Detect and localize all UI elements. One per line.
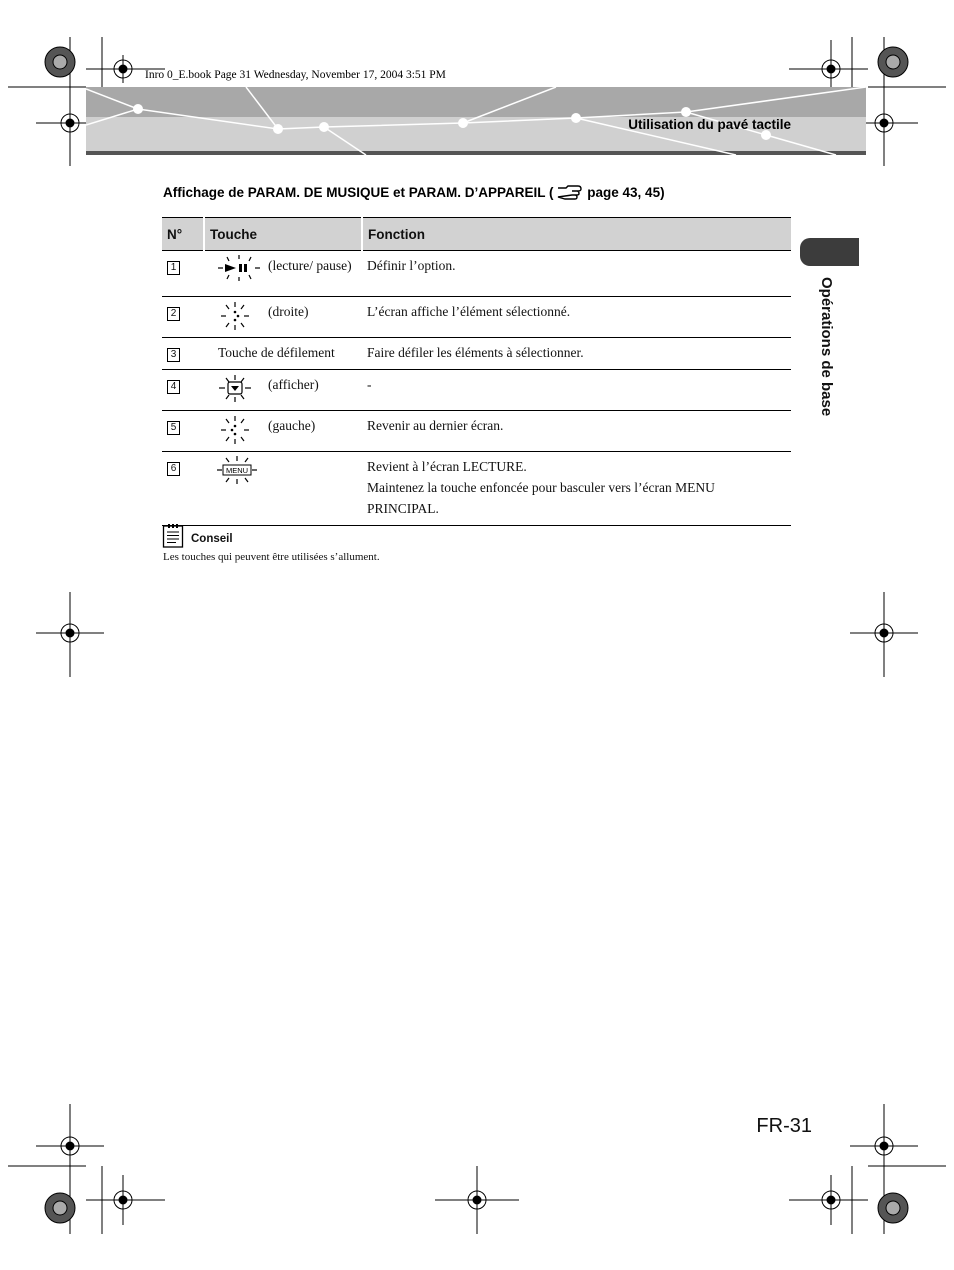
tip-text: Les touches qui peuvent être utilisées s’allument. xyxy=(163,551,380,563)
function-text: Faire défiler les éléments à sélectionner. xyxy=(367,345,584,360)
function-text: L’écran affiche l’élément sélectionné. xyxy=(367,304,571,319)
table-row xyxy=(162,452,791,526)
play-pause-icon xyxy=(217,255,265,285)
pointing-hand-icon xyxy=(556,184,582,203)
column-header-num: N° xyxy=(162,218,204,251)
table-row xyxy=(162,297,791,338)
table-row xyxy=(162,370,791,411)
column-header-key: Touche xyxy=(204,218,362,251)
function-text: Maintenez la touche enfoncée pour basculer vers l’écran MENU PRINCIPAL. xyxy=(367,480,715,516)
key-label: (droite) xyxy=(268,304,309,319)
table-row xyxy=(162,338,791,370)
function-text: Revenir au dernier écran. xyxy=(367,418,504,433)
book-info-line: Inro 0_E.book Page 31 Wednesday, November 17, 2004 3:51 PM xyxy=(145,69,446,81)
section-heading-text: Affichage de PARAM. DE MUSIQUE et PARAM. D’APPAREIL ( xyxy=(163,185,554,200)
key-label: (afficher) xyxy=(268,377,319,392)
key-label: (gauche) xyxy=(268,418,316,433)
row-number: 5 xyxy=(167,421,180,435)
function-text: Revient à l’écran LECTURE. xyxy=(367,459,527,474)
row-number: 2 xyxy=(167,307,180,321)
row-number: 3 xyxy=(167,348,180,362)
function-text: - xyxy=(367,377,372,392)
row-number: 6 xyxy=(167,462,180,476)
key-function-table xyxy=(162,217,791,526)
table-row xyxy=(162,251,791,297)
row-number: 1 xyxy=(167,261,180,275)
side-tab-marker xyxy=(800,238,859,266)
menu-icon xyxy=(217,456,265,486)
table-header-row xyxy=(162,218,791,251)
notepad-icon xyxy=(162,523,186,549)
table-row xyxy=(162,411,791,452)
section-heading-page-ref: page 43, 45) xyxy=(583,185,665,200)
svg-text:MENU: MENU xyxy=(225,466,249,475)
display-down-icon xyxy=(217,374,265,404)
row-number: 4 xyxy=(167,380,180,394)
left-dot-icon xyxy=(217,415,265,445)
tip-label: Conseil xyxy=(191,533,233,545)
section-heading xyxy=(163,184,665,203)
header-title: Utilisation du pavé tactile xyxy=(628,117,791,132)
function-text: Définir l’option. xyxy=(367,258,456,273)
page-number: FR-31 xyxy=(756,1115,812,1137)
key-label: Touche de défilement xyxy=(218,345,335,360)
side-tab-label: Opérations de base xyxy=(818,277,835,417)
right-dot-icon xyxy=(217,301,265,331)
column-header-function: Fonction xyxy=(362,218,791,251)
key-label: (lecture/ pause) xyxy=(268,258,352,273)
